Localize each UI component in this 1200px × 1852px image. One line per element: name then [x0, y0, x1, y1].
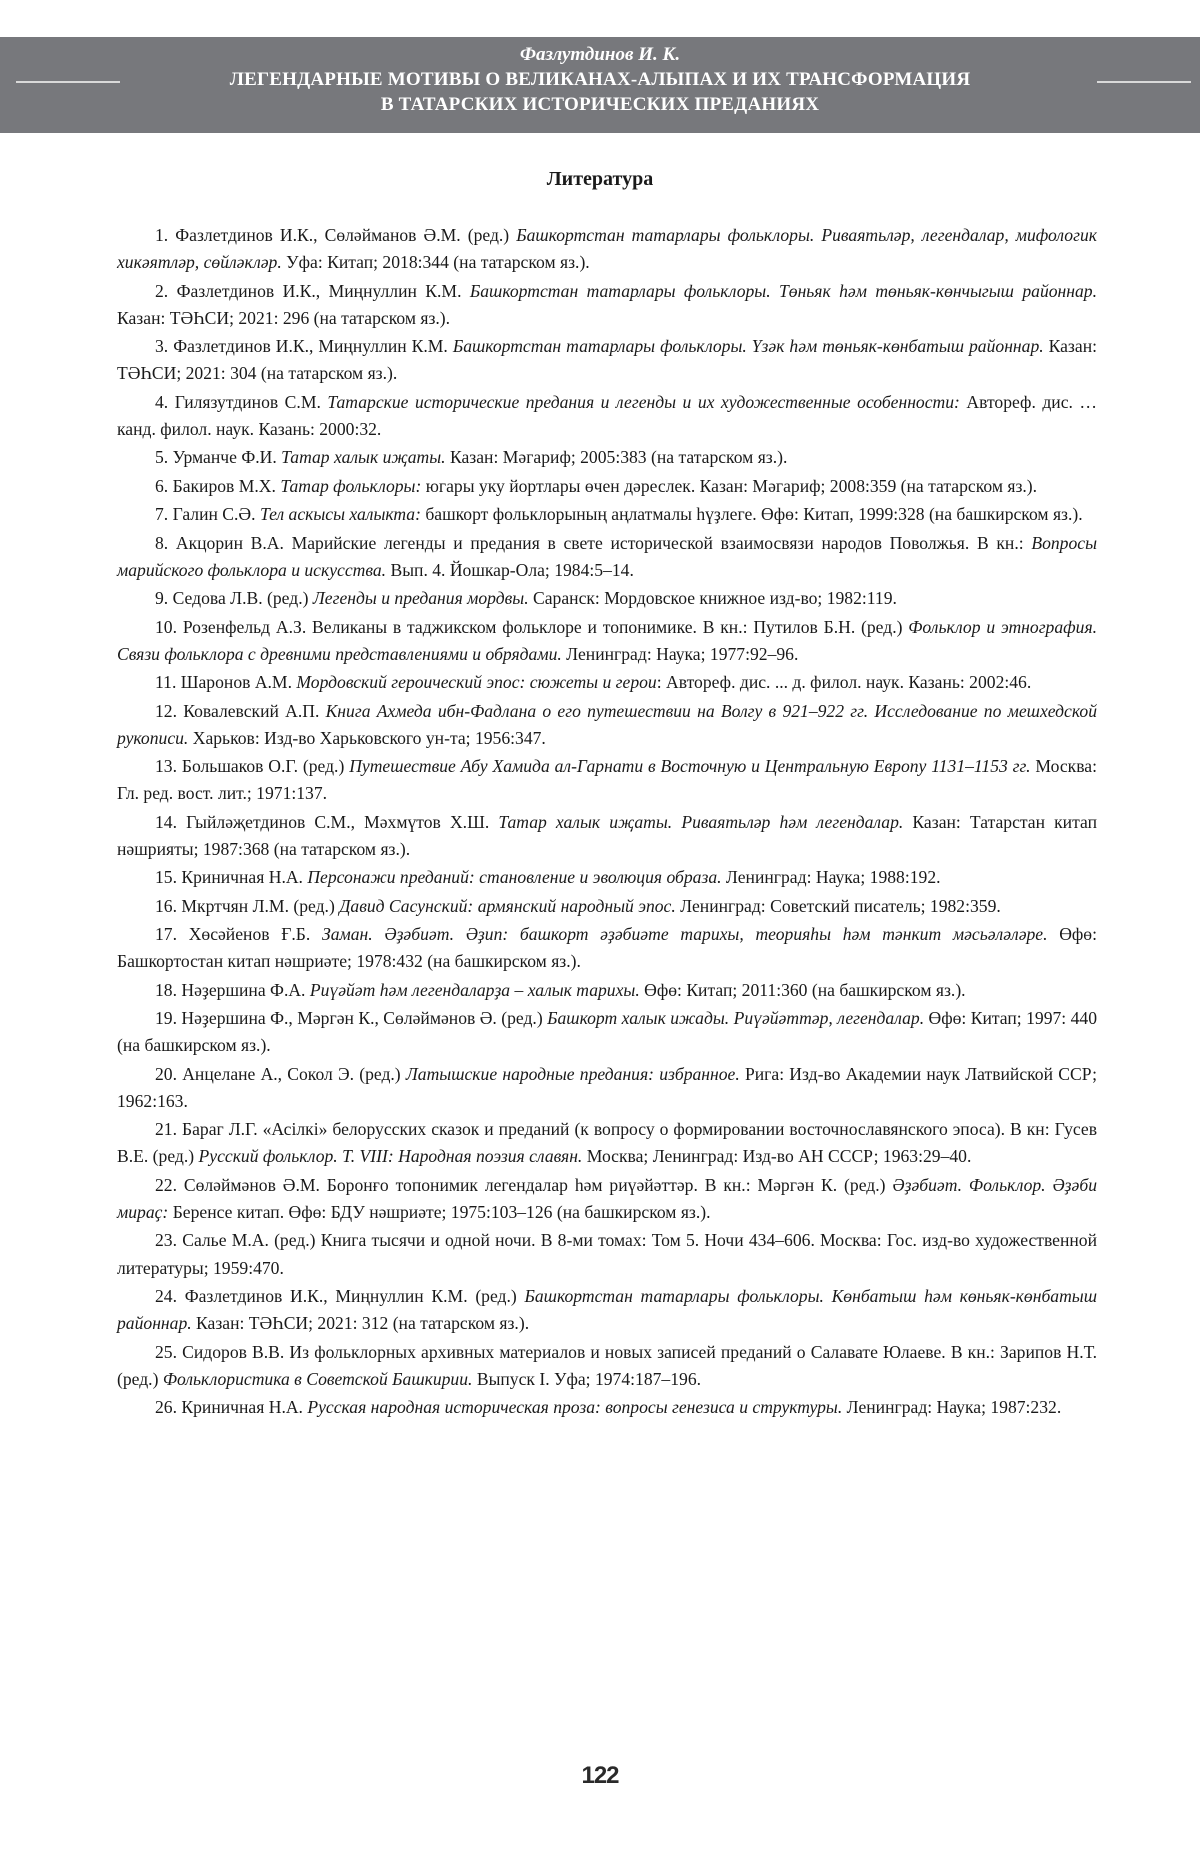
- reference-imprint: Автореф. дис. … канд. филол. наук. Казань: 2000:32.: [117, 391, 1097, 439]
- reference-text: Фазлетдинов И.К., Миңнуллин К.М.: [173, 336, 453, 357]
- reference-item: [117, 278, 1097, 332]
- reference-imprint: Казан: ТӘҺСИ; 2021: 312 (на татарском яз.).: [191, 1313, 530, 1334]
- reference-imprint: Беренсе китап. Өфө: БДУ нәшриәте; 1975:103–126 (на башкирском яз.).: [168, 1202, 711, 1223]
- reference-item: [117, 389, 1097, 443]
- reference-text: Розенфельд А.З. Великаны в таджикском фольклоре и топонимике. В кн.: Путилов Б.Н. (ред.): [182, 616, 909, 637]
- reference-item: [117, 473, 1097, 500]
- reference-item: [117, 669, 1097, 696]
- reference-title: Давид Сасунский: армянский народный эпос.: [339, 895, 676, 916]
- header-author: Фазлутдинов И. К.: [519, 44, 681, 65]
- reference-item: [117, 444, 1097, 471]
- reference-number: 15.: [155, 867, 182, 888]
- reference-imprint: Казан: Мәгариф; 2005:383 (на татарском яз.).: [445, 447, 788, 468]
- reference-number: 2.: [155, 280, 177, 301]
- reference-item: [117, 893, 1097, 920]
- reference-title: Татар халык иҗаты.: [281, 447, 446, 468]
- reference-text: Бараг Л.Г. «Асілкі» белорусских сказок и преданий (к вопросу о формировании восточнославянского эпоса). В кн: Гусев В.Е. (ред.): [117, 1119, 1098, 1167]
- header-title-line-1: ЛЕГЕНДАРНЫЕ МОТИВЫ О ВЕЛИКАНАХ-АЛЫПАХ И ИХ ТРАНСФОРМАЦИЯ: [229, 69, 971, 90]
- reference-text: Гилязутдинов С.М.: [174, 391, 328, 412]
- reference-title: Татарские исторические предания и легенды и их художественные особенности:: [327, 391, 960, 412]
- reference-item: [117, 1283, 1097, 1337]
- reference-item: [117, 1005, 1097, 1059]
- reference-number: 11.: [155, 672, 181, 693]
- reference-title: Фольклор и этнография. Связи фольклора с древними представлениями и обрядами.: [117, 616, 1098, 664]
- reference-number: 20.: [155, 1063, 183, 1084]
- reference-text: Седова Л.В. (ред.): [172, 588, 313, 609]
- reference-title: Татар халык иҗаты. Риваятьләр һәм легендалар.: [498, 811, 904, 832]
- reference-imprint: башкорт фольклорының аңлатмалы һүҙлеге. Өфө: Китап, 1999:328 (на башкирском яз.).: [420, 504, 1083, 525]
- reference-text: Шаронов А.М.: [180, 672, 297, 693]
- reference-text: Галин С.Ә.: [172, 504, 260, 525]
- reference-item: [117, 501, 1097, 528]
- reference-text: Ковалевский А.П.: [183, 700, 326, 721]
- reference-imprint: Харьков: Изд-во Харьковского ун-та; 1956:347.: [188, 727, 546, 748]
- reference-number: 5.: [155, 447, 173, 468]
- reference-imprint: Казан: ТӘҺСИ; 2021: 304 (на татарском яз.).: [117, 336, 1097, 384]
- reference-imprint: Ленинград: Советский писатель; 1982:359.: [675, 895, 1001, 916]
- reference-number: 21.: [155, 1119, 182, 1140]
- reference-imprint: Казан: Татарстан китап нәшрияты; 1987:368 (на татарском яз.).: [117, 811, 1097, 859]
- reference-text: Салье М.А. (ред.) Книга тысячи и одной ночи. В 8-ми томах: Том 5. Ночи 434–606. Москва: Гос. изд-во художественной литературы; 1959:470.: [117, 1230, 1098, 1278]
- reference-item: [117, 1172, 1097, 1226]
- reference-number: 9.: [155, 588, 173, 609]
- reference-text: Фазлетдинов И.К., Сөләйманов Ә.М. (ред.): [175, 225, 517, 245]
- reference-number: 12.: [155, 700, 184, 721]
- reference-number: 19.: [155, 1008, 182, 1029]
- reference-number: 23.: [155, 1230, 183, 1251]
- header-rule-right: [1097, 81, 1191, 83]
- reference-text: Акцорин В.А. Марийские легенды и предания в свете исторической взаимосвязи народов Поволжья. В кн.:: [175, 532, 1032, 553]
- reference-item: [117, 222, 1097, 276]
- header-rule-left: [16, 81, 120, 83]
- reference-number: 8.: [155, 532, 176, 553]
- reference-imprint: югары уку йортлары өчен дәреслек. Казан: Мәгариф; 2008:359 (на татарском яз.).: [421, 475, 1038, 496]
- header-title-line-2: В ТАТАРСКИХ ИСТОРИЧЕСКИХ ПРЕДАНИЯХ: [380, 94, 820, 115]
- reference-number: 7.: [155, 504, 173, 525]
- reference-title: Мордовский героический эпос: сюжеты и герои: [296, 672, 657, 693]
- reference-item: [117, 585, 1097, 612]
- reference-title: Башкортстан татарлары фольклоры. Үзәк һәм төньяк-көнбатыш районнар.: [452, 336, 1044, 357]
- reference-text: Хөсәйенов Ғ.Б.: [188, 924, 322, 945]
- reference-imprint: Ленинград: Наука; 1977:92–96.: [561, 643, 799, 664]
- reference-number: 18.: [155, 979, 182, 1000]
- reference-imprint: Саранск: Мордовское книжное изд-во; 1982:119.: [528, 588, 897, 609]
- reference-text: Нәҙершина Ф., Мәргән К., Сөләймәнов Ә. (ред.): [181, 1008, 548, 1029]
- page-number: 122: [581, 1762, 619, 1789]
- reference-number: 1.: [155, 225, 176, 245]
- reference-number: 6.: [155, 475, 173, 496]
- reference-imprint: Выпуск I. Уфа; 1974:187–196.: [472, 1368, 702, 1389]
- reference-item: [117, 530, 1097, 584]
- reference-title: Башкортстан татарлары фольклоры. Төньяк һәм төньяк-көнчыгыш районнар.: [469, 280, 1097, 301]
- reference-text: Гыйләҗетдинов С.М., Мәхмүтов Х.Ш.: [186, 811, 499, 832]
- reference-title: Риүәйәт һәм легендаларҙа – халык тарихы.: [309, 979, 640, 1000]
- reference-imprint: Өфө: Китап; 2011:360 (на башкирском яз.).: [639, 979, 966, 1000]
- reference-item: [117, 809, 1097, 863]
- reference-text: Сөләймәнов Ә.М. Боронғо топонимик легендалар һәм риүәйәттәр. В кн.: Мәргән К. (ред.): [183, 1174, 893, 1195]
- reference-text: Криничная Н.А.: [181, 1397, 308, 1418]
- reference-title: Башкортстан татарлары фольклоры. Риваятьләр, легендалар, мифологик хикәятләр, сөйләкләр.: [117, 225, 1097, 273]
- reference-text: Фазлетдинов И.К., Миңнуллин К.М.: [176, 280, 470, 301]
- reference-text: Фазлетдинов И.К., Миңнуллин К.М. (ред.): [184, 1286, 525, 1307]
- reference-imprint: Ленинград: Наука; 1987:232.: [842, 1397, 1062, 1418]
- reference-item: [117, 1116, 1097, 1170]
- reference-title: Фольклористика в Советской Башкирии.: [162, 1368, 473, 1389]
- reference-imprint: Казан: ТӘҺСИ; 2021: 296 (на татарском яз.).: [117, 307, 451, 328]
- reference-imprint: Өфө: Китап; 1997: 440 (на башкирском яз.).: [117, 1008, 1097, 1056]
- reference-item: [117, 698, 1097, 752]
- reference-imprint: Вып. 4. Йошкар-Ола; 1984:5–14.: [386, 559, 634, 580]
- reference-text: Мкртчян Л.М. (ред.): [181, 895, 340, 916]
- reference-text: Криничная Н.А.: [181, 867, 308, 888]
- reference-imprint: Москва: Гл. ред. вост. лит.; 1971:137.: [117, 756, 1097, 804]
- reference-number: 14.: [155, 811, 187, 832]
- reference-imprint: Уфа: Китап; 2018:344 (на татарском яз.).: [281, 252, 590, 273]
- reference-item: [117, 1339, 1097, 1393]
- reference-title: Персонажи преданий: становление и эволюция образа.: [307, 867, 722, 888]
- reference-imprint: Ленинград: Наука; 1988:192.: [721, 867, 941, 888]
- reference-number: 13.: [155, 756, 182, 777]
- reference-number: 24.: [155, 1286, 185, 1307]
- reference-title: Әҙәбиәт. Фольклор. Әҙәби мираҫ:: [117, 1174, 1097, 1223]
- reference-number: 16.: [155, 895, 182, 916]
- reference-text: Нәҙершина Ф.А.: [181, 979, 310, 1000]
- reference-text: Сидоров В.В. Из фольклорных архивных материалов и новых записей преданий о Салавате Юлаеве. В кн.: Зарипов Н.Т. (ред.): [117, 1341, 1098, 1389]
- section-title: Литература: [546, 168, 654, 190]
- reference-imprint: Өфө: Башкортостан китап нәшриәте; 1978:432 (на башкирском яз.).: [117, 924, 1097, 972]
- reference-title: Книга Ахмеда ибн-Фадлана о его путешествии на Волгу в 921–922 гг. Исследование по мешхедской рукописи.: [117, 700, 1097, 748]
- reference-imprint: Москва; Ленинград: Изд-во АН СССР; 1963:29–40.: [582, 1146, 972, 1167]
- reference-number: 10.: [155, 616, 183, 637]
- reference-title: Тел аскысы халыкта:: [259, 504, 421, 525]
- reference-item: [117, 921, 1097, 975]
- reference-number: 3.: [155, 336, 174, 357]
- reference-title: Русская народная историческая проза: вопросы генезиса и структуры.: [307, 1397, 843, 1418]
- reference-title: Легенды и предания мордвы.: [312, 588, 529, 609]
- reference-imprint: Рига: Изд-во Академии наук Латвийской ССР; 1962:163.: [117, 1063, 1098, 1111]
- reference-text: Анцелане А., Сокол Э. (ред.): [182, 1063, 406, 1084]
- reference-text: Бакиров М.Х.: [172, 475, 281, 496]
- reference-item: [117, 753, 1097, 807]
- reference-number: 25.: [155, 1341, 183, 1362]
- reference-title: Башкортстан татарлары фольклоры. Көнбатыш һәм көньяк-көнбатыш районнар.: [117, 1286, 1097, 1334]
- reference-title: Башкорт халык ижады. Риүәйәттәр, легендалар.: [547, 1008, 925, 1029]
- reference-number: 4.: [155, 391, 175, 412]
- reference-title: Заман. Әҙәбиәт. Әҙип: башкорт әҙәбиәте тарихы, теорияһы һәм тәнкит мәсьәләләре.: [322, 924, 1048, 945]
- running-header-text: [140, 42, 1060, 117]
- reference-item: [117, 977, 1097, 1004]
- reference-item: [117, 1394, 1097, 1421]
- reference-text: Большаков О.Г. (ред.): [181, 756, 350, 777]
- reference-item: [117, 1061, 1097, 1115]
- reference-imprint: : Автореф. дис. ... д. филол. наук. Казань: 2002:46.: [656, 672, 1032, 693]
- reference-title: Латышские народные предания: избранное.: [405, 1063, 740, 1084]
- reference-item: [117, 333, 1097, 387]
- reference-list: [117, 222, 1097, 1423]
- reference-number: 22.: [155, 1174, 184, 1195]
- reference-title: Татар фольклоры:: [280, 475, 422, 496]
- reference-title: Русский фольклор. Т. VIII: Народная поэзия славян.: [198, 1146, 583, 1167]
- reference-item: [117, 614, 1097, 668]
- reference-number: 26.: [155, 1397, 182, 1418]
- reference-text: Урманче Ф.И.: [172, 447, 282, 468]
- reference-title: Путешествие Абу Хамида ал-Гарнати в Восточную и Центральную Европу 1131–1153 гг.: [349, 756, 1031, 777]
- reference-item: [117, 1227, 1097, 1281]
- reference-title: Вопросы марийского фольклора и искусства.: [117, 532, 1097, 580]
- reference-item: [117, 864, 1097, 891]
- reference-number: 17.: [155, 924, 189, 945]
